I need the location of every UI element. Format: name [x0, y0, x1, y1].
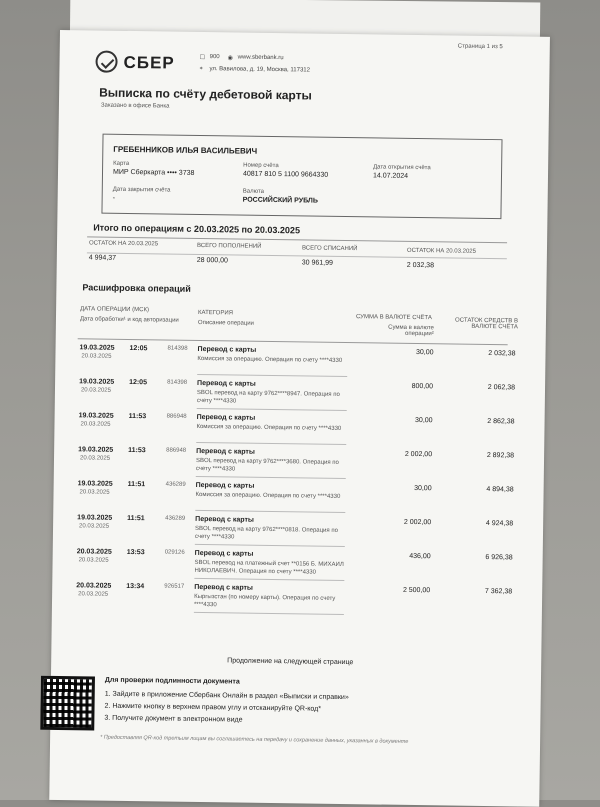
- op-amount: 2 002,00: [404, 450, 433, 459]
- op-time: 11:51: [127, 480, 146, 489]
- verify-step: 3. Получите документ в электронном виде: [104, 714, 243, 724]
- op-processing-date: 20.03.2025: [81, 353, 112, 360]
- op-balance: 2 892,38: [486, 452, 515, 460]
- open-date-label: Дата открытия счёта: [373, 164, 431, 172]
- col-sum-subheader: Сумма в валюте операции²: [388, 324, 434, 338]
- op-balance: 7 362,38: [484, 587, 513, 596]
- op-amount: 30,00: [414, 484, 432, 493]
- op-description: SBOL перевод на платежный счет **0156 Б. МИХАИЛ НИКОЛАЕВИЧ. Операция по счету ****4330: [194, 559, 344, 576]
- op-date: 19.03.2025: [79, 344, 115, 352]
- op-auth-code: 886948: [166, 413, 187, 420]
- op-description: Комиссия за операцию. Операция по счету ****4330: [197, 355, 343, 364]
- op-time: 11:53: [128, 446, 146, 455]
- website: www.sberbank.ru: [237, 54, 284, 62]
- op-processing-date: 20.03.2025: [79, 523, 110, 530]
- brand-name: СБЕР: [123, 52, 175, 73]
- op-date: 19.03.2025: [79, 378, 115, 386]
- op-date: 19.03.2025: [77, 514, 113, 522]
- totals-value: 30 961,99: [301, 259, 333, 267]
- close-date-label: Дата закрытия счёта: [112, 186, 171, 194]
- op-auth-code: 926517: [164, 583, 185, 590]
- op-time: 12:05: [129, 345, 148, 353]
- phone-icon: ☐: [199, 54, 206, 62]
- bank-address: ул. Вавилова, д. 19, Москва, 117312: [209, 66, 311, 74]
- op-auth-code: 029126: [164, 549, 185, 556]
- col-sum-header: СУММА В ВАЛЮТЕ СЧЁТА: [355, 314, 432, 322]
- op-date: 19.03.2025: [78, 412, 114, 420]
- open-date-value: 14.07.2024: [372, 172, 409, 180]
- op-auth-code: 886948: [166, 447, 187, 454]
- op-time: 12:05: [129, 378, 148, 387]
- op-category: Перевод с карты: [195, 481, 255, 490]
- card-value: МИР Сберкарта •••• 3738: [112, 168, 195, 177]
- op-amount: 30,00: [415, 349, 434, 357]
- close-date-value: -: [112, 194, 116, 202]
- op-auth-code: 814398: [167, 345, 188, 352]
- verify-step: 2. Нажмите кнопку в верхнем правом углу и отсканируйте QR-код*: [104, 702, 322, 713]
- totals-label: ОСТАТОК НА 20.03.2025: [88, 240, 159, 248]
- op-category: Перевод с карты: [197, 379, 256, 388]
- totals-title: Итого по операциям с 20.03.2025 по 20.03.2025: [93, 222, 301, 236]
- op-time: 11:53: [128, 412, 147, 421]
- card-label: Карта: [113, 160, 130, 167]
- op-description: SBOL перевод на карту 9762****0818. Операция по счету ****4330: [194, 525, 338, 541]
- op-time: 13:34: [126, 582, 145, 591]
- col-category-subheader: Описание операции: [197, 319, 254, 327]
- op-category: Перевод с карты: [197, 345, 257, 354]
- ordered-note: Заказано в офисе Банка: [100, 102, 170, 110]
- op-balance: 2 062,38: [487, 384, 516, 392]
- op-description: SBOL перевод на карту 9762****8947. Операция по счету ****4330: [196, 389, 340, 405]
- op-category: Перевод с карты: [195, 515, 254, 524]
- op-auth-code: 436289: [165, 515, 186, 522]
- op-time: 13:53: [126, 548, 145, 557]
- col-category-header: КАТЕГОРИЯ: [198, 309, 234, 317]
- account-value: 40817 810 5 1100 9664330: [242, 170, 329, 179]
- verify-footnote: * Предоставляя QR-код третьим лицам вы соглашаетесь на передачу и сохранение данных, указанных в документе: [100, 734, 409, 745]
- op-processing-date: 20.03.2025: [79, 455, 111, 462]
- op-processing-date: 20.03.2025: [80, 421, 111, 428]
- op-balance: 6 926,38: [485, 553, 513, 562]
- op-date: 19.03.2025: [77, 480, 113, 488]
- op-description: SBOL перевод на карту 9762****3680. Операция по счету ****4330: [195, 457, 339, 473]
- page-number: Страница 1 из 5: [457, 43, 503, 51]
- op-date: 19.03.2025: [78, 446, 114, 454]
- op-processing-date: 20.03.2025: [80, 387, 112, 394]
- verify-title: Для проверки подлинности документа: [104, 676, 240, 686]
- op-amount: 2 500,00: [402, 586, 431, 595]
- verify-step: 1. Зайдите в приложение Сбербанк Онлайн в раздел «Выписки и справки»: [104, 690, 349, 702]
- col-date-header: ДАТА ОПЕРАЦИИ (МСК): [80, 306, 150, 314]
- op-category: Перевод с карты: [196, 413, 256, 422]
- op-date: 20.03.2025: [76, 548, 112, 556]
- sber-logo-icon: [95, 51, 117, 73]
- op-description: Комиссия за операцию. Операция по счету ****4330: [195, 491, 341, 500]
- totals-value: 4 994,37: [88, 254, 117, 262]
- op-amount: 436,00: [409, 552, 431, 561]
- phone-number: 900: [209, 54, 220, 61]
- continue-note: Продолжение на следующей странице: [227, 657, 354, 667]
- op-processing-date: 20.03.2025: [78, 591, 109, 598]
- op-balance: 2 862,38: [487, 418, 515, 426]
- op-category: Перевод с карты: [194, 549, 254, 558]
- op-description: Комиссия за операцию. Операция по счету ****4330: [196, 423, 342, 432]
- currency-label: Валюта: [242, 188, 265, 195]
- globe-icon: ◉: [227, 55, 233, 62]
- client-name: ГРЕБЕННИКОВ ИЛЬЯ ВАСИЛЬЕВИЧ: [113, 144, 258, 156]
- op-balance: 4 894,38: [486, 485, 514, 494]
- client-info-box: [101, 134, 502, 220]
- account-label: Номер счёта: [243, 162, 279, 170]
- currency-value: РОССИЙСКИЙ РУБЛЬ: [242, 196, 318, 205]
- statement-page: [49, 30, 550, 807]
- op-date: 20.03.2025: [76, 582, 112, 590]
- op-description: Кыргызстан (по номеру карты). Операция по счету ****4330: [193, 593, 336, 609]
- op-processing-date: 20.03.2025: [79, 489, 110, 496]
- op-category: Перевод с карты: [196, 447, 255, 456]
- totals-value: 28 000,00: [196, 256, 228, 265]
- operations-title: Расшифровка операций: [82, 282, 191, 294]
- totals-label: ВСЕГО ПОПОЛНЕНИЙ: [196, 242, 262, 250]
- qr-code-icon: [40, 676, 95, 731]
- location-icon: ⌖: [199, 65, 203, 72]
- op-time: 11:51: [127, 514, 145, 523]
- col-balance-header: ОСТАТОК СРЕДСТВ В ВАЛЮТЕ СЧЁТА: [455, 317, 519, 331]
- op-balance: 2 032,38: [488, 350, 516, 358]
- totals-value: 2 032,38: [406, 261, 435, 270]
- op-auth-code: 814398: [167, 379, 188, 386]
- op-auth-code: 436289: [165, 481, 186, 488]
- totals-label: ВСЕГО СПИСАНИЙ: [301, 245, 358, 253]
- op-amount: 2 002,00: [403, 518, 432, 527]
- op-category: Перевод с карты: [194, 583, 253, 592]
- op-amount: 30,00: [415, 416, 433, 425]
- op-amount: 800,00: [411, 382, 434, 391]
- op-balance: 4 924,38: [485, 519, 514, 528]
- col-date-subheader: Дата обработки¹ и код авторизации: [79, 316, 179, 324]
- document-title: Выписка по счёту дебетовой карты: [99, 85, 312, 103]
- op-processing-date: 20.03.2025: [78, 557, 109, 564]
- totals-label: ОСТАТОК НА 20.03.2025: [406, 247, 477, 255]
